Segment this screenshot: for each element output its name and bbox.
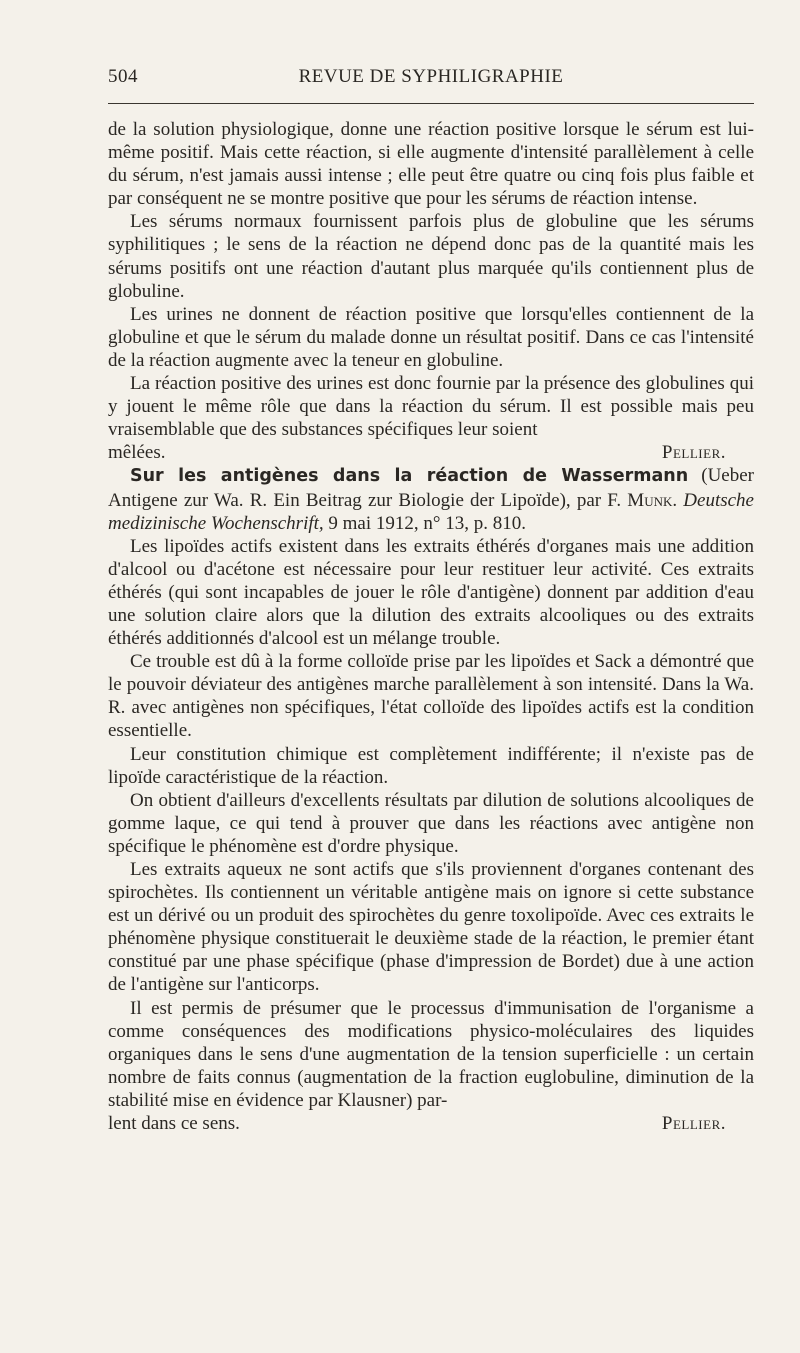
- review1-paragraph-3: Les urines ne donnent de réaction positive que lorsqu'elles contiennent de la globuline et que le sérum du malade donne un résultat positif. Dans ce cas l'intensité de la réaction augmente avec la teneur en globuline.: [108, 303, 754, 371]
- review2-author-suffix: .: [672, 489, 684, 511]
- review2-title: Sur les antigènes dans la réaction de Wassermann: [130, 466, 689, 487]
- header-rule: [108, 103, 754, 104]
- review2-citation: 9 mai 1912, n° 13, p. 810.: [323, 512, 526, 534]
- review1-paragraph-2: Les sérums normaux fournissent parfois plus de globuline que les sérums syphilitiques ; le sens de la réaction ne dépend donc pas de la quantité mais les sérums positifs ont une réaction d'autant plus marquée qu'ils contiennent plus de globuline.: [108, 211, 754, 302]
- review1-signature: Pellier.: [661, 442, 726, 464]
- review2-journal: Deutsche medizinische Wochenschrift,: [108, 489, 754, 534]
- review1-paragraph-4: La réaction positive des urines est donc fournie par la présence des globulines qui y jouent le même rôle que dans la réaction du sérum. Il est possible mais peu vraisemblable que des substances spécifiques leur soient: [108, 373, 754, 441]
- page-header: [108, 66, 754, 90]
- review2-signature-line: [108, 1112, 754, 1135]
- review2-paragraph-6-end: lent dans ce sens.: [108, 1113, 240, 1135]
- review1-paragraph-1: de la solution physiologique, donne une réaction positive lorsque le sérum est lui-même positif. Mais cette réaction, si elle augmente d'intensité parallèlement à celle du sérum, n'est jamais aussi intense ; elle peut être quatre ou cinq fois plus faible et par conséquent ne se montre positive que pour les sérums de réaction intense.: [108, 119, 754, 210]
- review2-paragraph-2: Ce trouble est dû à la forme colloïde prise par les lipoïdes et Sack a démontré que le pouvoir déviateur des antigènes marche parallèlement à son intensité. Dans la Wa. R. avec antigènes non spécifiques, l'état colloïde des lipoïdes actifs est la condition essentielle.: [108, 651, 754, 742]
- review2-paragraph-6: Il est permis de présumer que le processus d'immunisation de l'organisme a comme conséquences des modifications physico-moléculaires des liquides organiques dans le sens d'une augmentation de la tension superficielle : un certain nombre de faits connus (augmentation de la fraction euglobuline, diminution de la stabilité mise en évidence par Klausner) par-: [108, 997, 754, 1111]
- review2-heading: [108, 464, 754, 534]
- page-number: 504: [108, 66, 138, 87]
- review2-title-rest: (Ueber Antigene zur Wa. R. Ein Beitrag zur Biologie der Lipoïde), par F.: [108, 465, 754, 511]
- review2-paragraph-3: Leur constitution chimique est complètement indifférente; il n'existe pas de lipoïde caractéristique de la réaction.: [108, 743, 754, 788]
- review2-paragraph-4: On obtient d'ailleurs d'excellents résultats par dilution de solutions alcooliques de gomme laque, ce qui tend à prouver que dans les réactions avec antigène non spécifique le phénomène est d'ordre physique.: [108, 789, 754, 857]
- page-body: [108, 118, 754, 1135]
- running-title: REVUE DE SYPHILIGRAPHIE: [298, 66, 564, 87]
- review2-paragraph-1: Les lipoïdes actifs existent dans les extraits éthérés d'organes mais une addition d'alcool ou d'acétone est nécessaire pour leur restituer leur activité. Ces extraits éthérés (qui sont incapables de jouer le rôle d'antigène) donnent par addition d'eau une solution claire alors que la dilution des extraits alcooliques ou des extraits éthérés additionnés d'alcool est un mélange trouble.: [108, 535, 754, 650]
- review2-signature: Pellier.: [661, 1113, 726, 1135]
- review1-signature-line: [108, 441, 754, 464]
- review2-paragraph-5: Les extraits aqueux ne sont actifs que s'ils proviennent d'organes contenant des spirochètes. Ils contiennent un véritable antigène mais on ignore si cette substance est un dérivé ou un produit des spirochètes du genre toxolipoïde. Avec ces extraits le phénomène physique constituerait le deuxième stade de la réaction, le premier étant constitué par une phase spécifique (phase d'impression de Bordet) due à une action de l'antigène sur l'anticorps.: [108, 859, 754, 996]
- review1-paragraph-4-end: mêlées.: [108, 442, 166, 464]
- review2-author: Munk: [627, 489, 673, 511]
